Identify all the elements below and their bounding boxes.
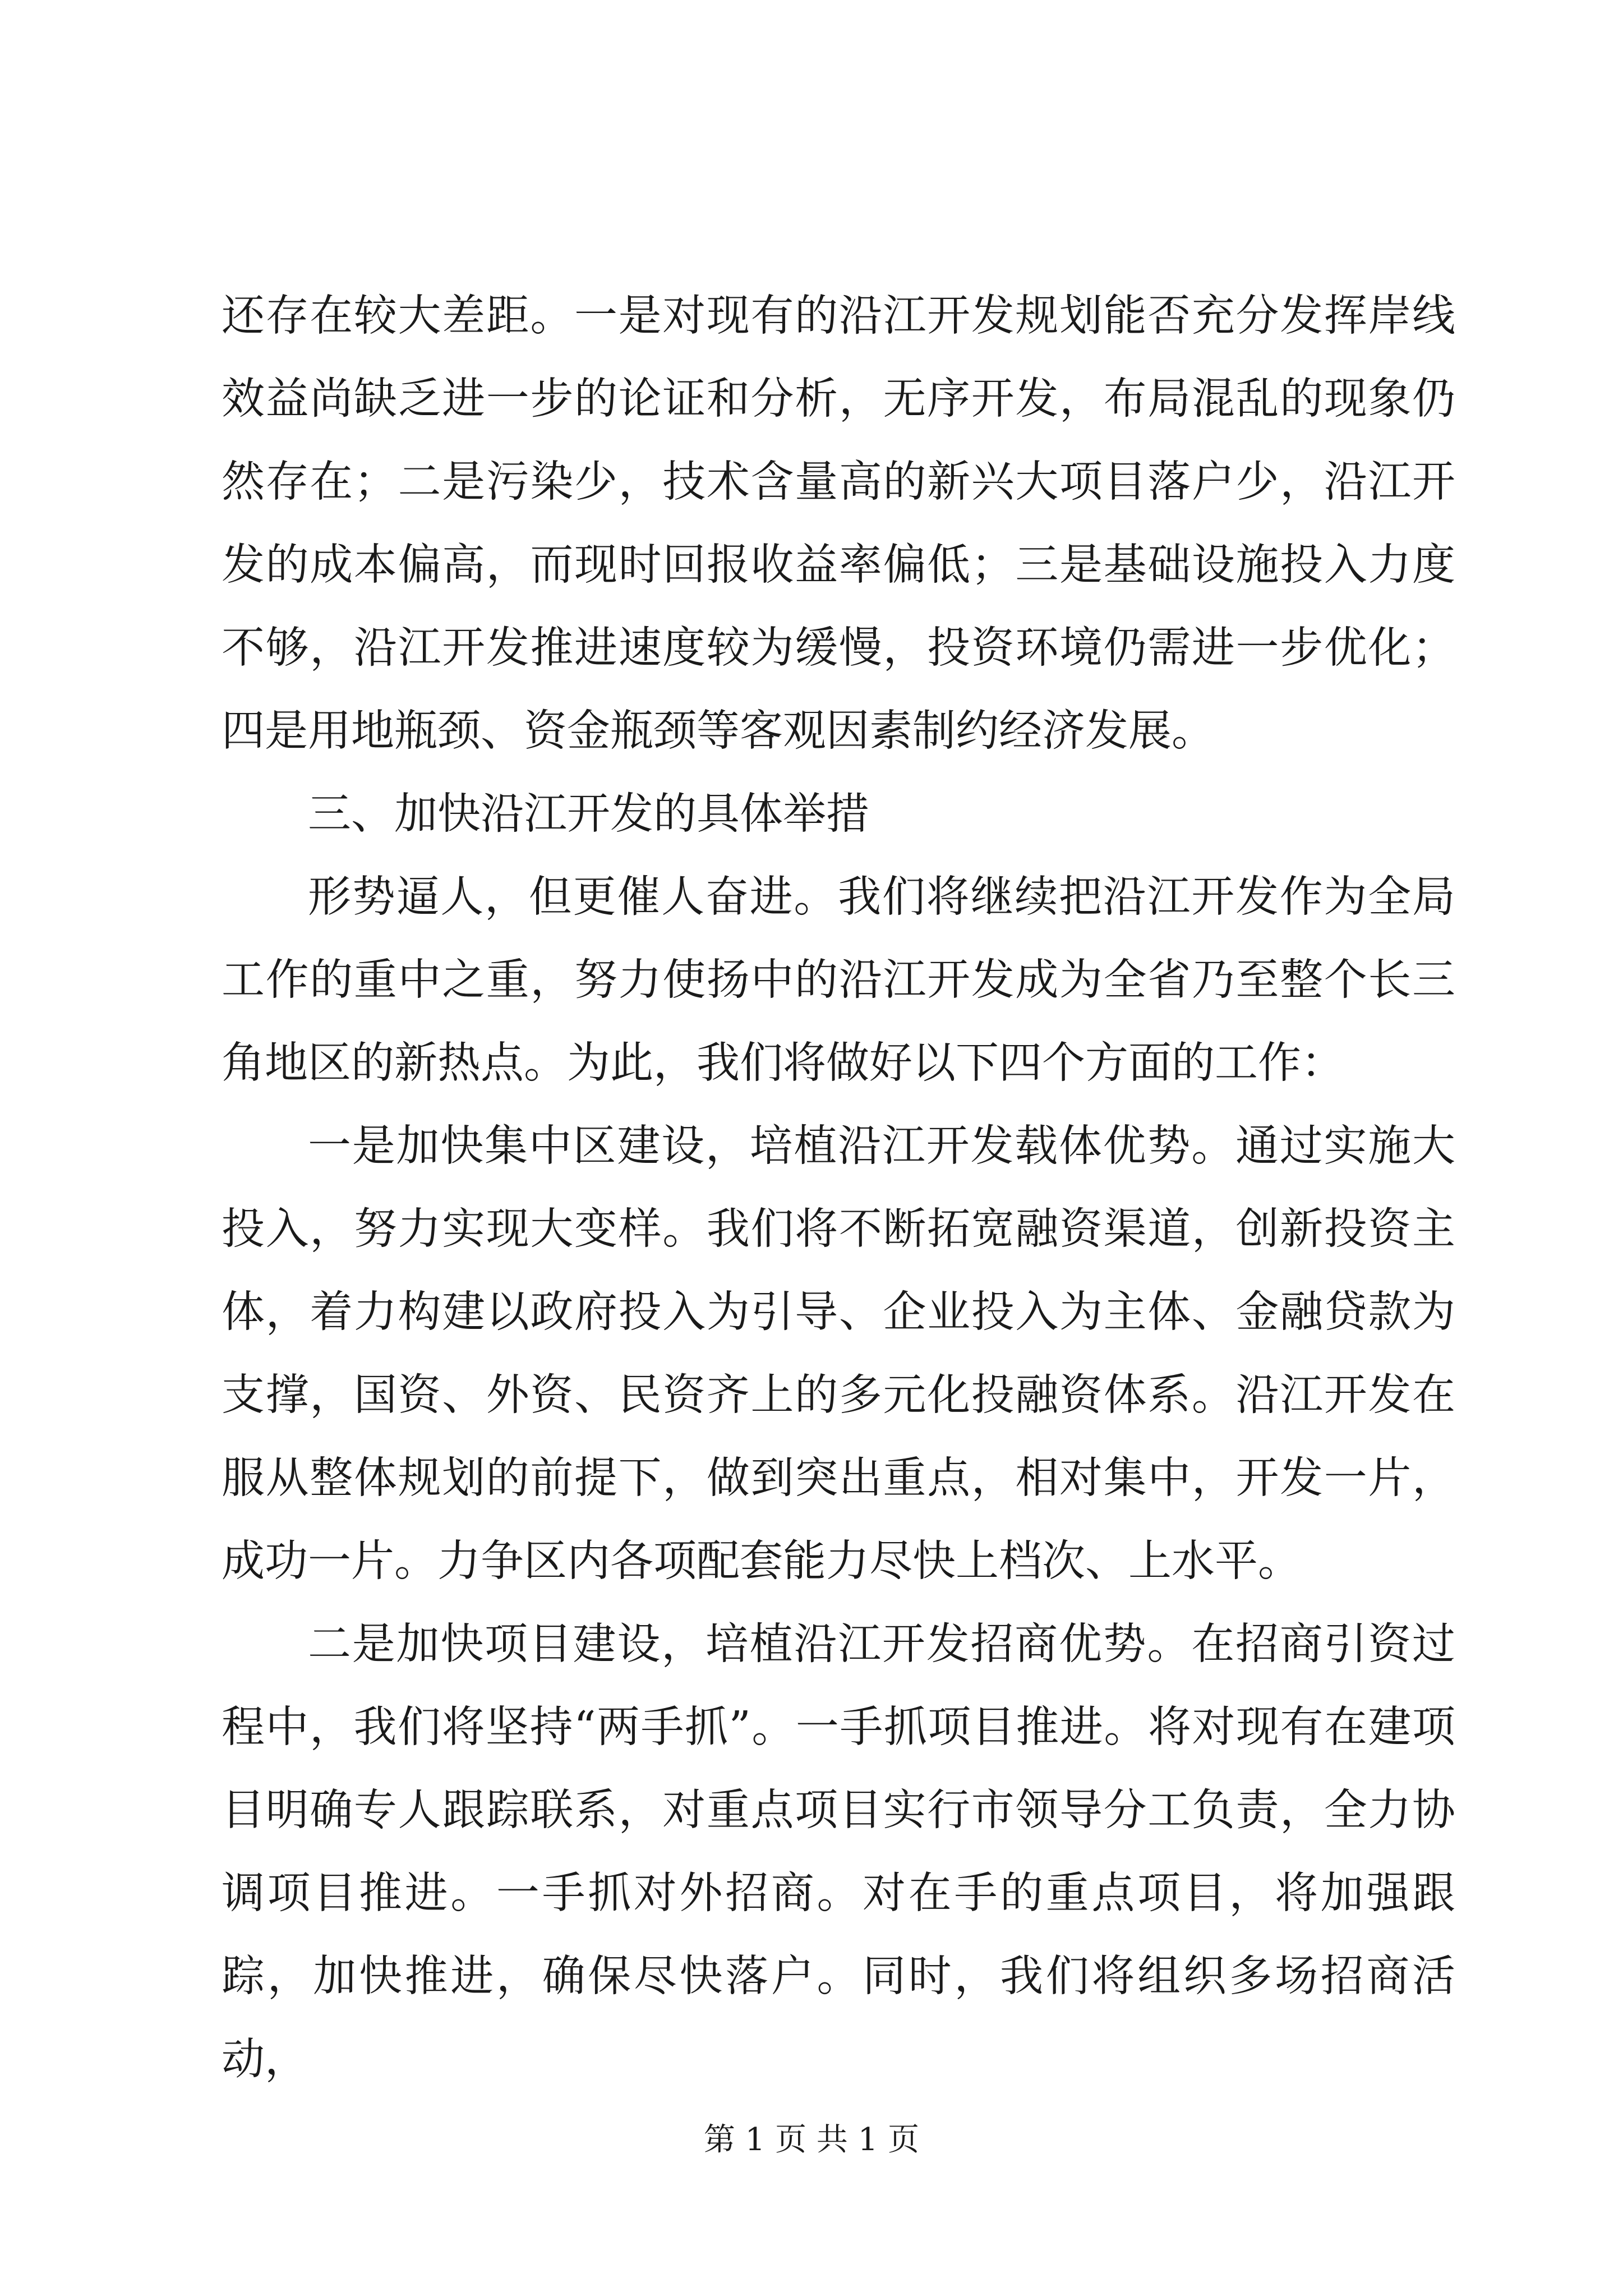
section-heading: 三、加快沿江开发的具体举措 <box>308 789 869 839</box>
paragraph: 还存在较大差距。一是对现有的沿江开发规划能否充分发挥岸线效益尚缺乏进一步的论证和分析，无序开发，布局混乱的现象仍然存在；二是污染少，技术含量高的新兴大项目落户少，沿江开发的成本偏高，而现时回报收益率偏低；三是基础设施投入力度不够，沿江开发推进速度较为缓慢，投资环境仍需进一步优化；四是用地瓶颈、资金瓶颈等客观因素制约经济发展。 <box>222 291 1455 756</box>
page-number-footer: 第 1 页 共 1 页 <box>703 2122 920 2158</box>
document-body <box>222 275 1455 2101</box>
paragraph: 二是加快项目建设，培植沿江开发招商优势。在招商引资过程中，我们将坚持“两手抓”。一手抓项目推进。将对现有在建项目明确专人跟踪联系，对重点项目实行市领导分工负责，全力协调项目推进。一手抓对外招商。对在手的重点项目，将加强跟踪，加快推进，确保尽快落户。同时，我们将组织多场招商活动， <box>222 1619 1455 2085</box>
paragraph: 一是加快集中区建设，培植沿江开发载体优势。通过实施大投入，努力实现大变样。我们将不断拓宽融资渠道，创新投资主体，着力构建以政府投入为引导、企业投入为主体、金融贷款为支撑，国资、外资、民资齐上的多元化投融资体系。沿江开发在服从整体规划的前提下，做到突出重点，相对集中，开发一片，成功一片。力争区内各项配套能力尽快上档次、上水平。 <box>222 1121 1455 1586</box>
paragraph: 形势逼人，但更催人奋进。我们将继续把沿江开发作为全局工作的重中之重，努力使扬中的沿江开发成为全省乃至整个长三角地区的新热点。为此，我们将做好以下四个方面的工作： <box>222 872 1455 1088</box>
